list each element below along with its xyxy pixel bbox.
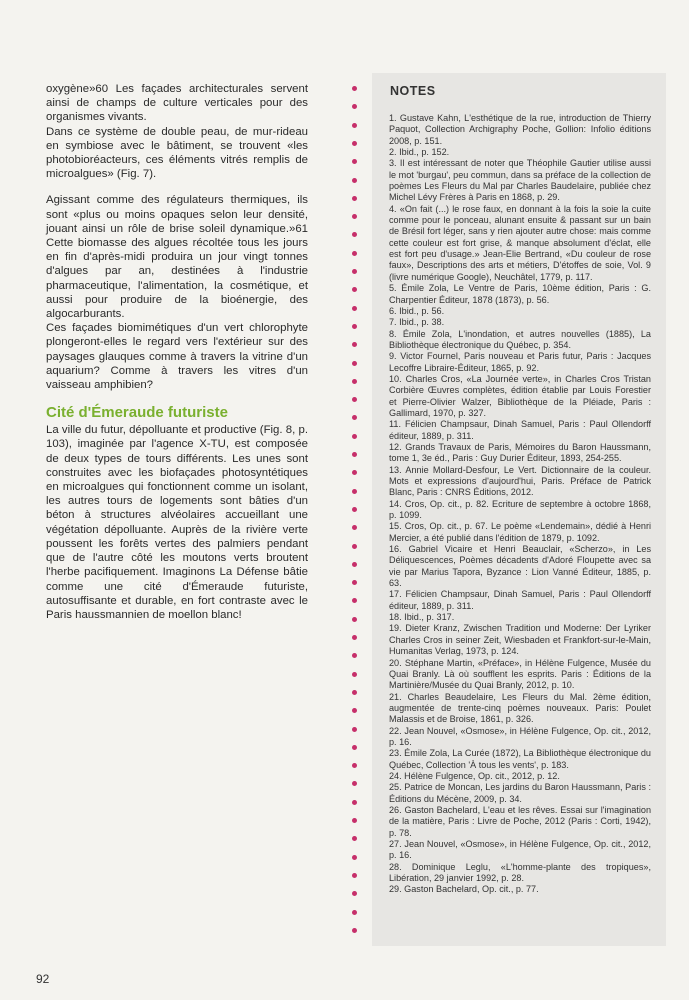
divider-dot (352, 452, 357, 457)
note-item: 9. Victor Fournel, Paris nouveau et Paris futur, Paris : Jacques Lecoffre Libraire-Éditeur, 1865, p. 92. (389, 351, 651, 373)
divider-dot (352, 415, 357, 420)
note-item: 23. Émile Zola, La Curée (1872), La Bibliothèque électronique du Québec, Collection 'À tous les vents', p. 183. (389, 748, 651, 770)
divider-dot (352, 745, 357, 750)
paragraph-3: Agissant comme des régulateurs thermiques, ils sont «plus ou moins opaques selon leur densité, jouant ainsi un rôle de brise soleil dynamique.»61 Cette biomasse des algues récoltée tous les jours en fin d'après-midi produira un jour vingt tonnes d'algues par an, destinées à l'industrie pharmaceutique, l'alimentation, la cosmétique, et aussi pour produire de la bioénergie, des algocarburants. (46, 194, 308, 321)
paragraph-4: Ces façades biomimétiques d'un vert chlorophyte plongeront-elles le regard vers l'extérieur sur des paysages glauques comme à travers la vitrine d'un aquarium? Comme à travers les vitres d'un vaisseau amphibien? (46, 322, 308, 392)
divider-dot (352, 635, 357, 640)
divider-dot (352, 690, 357, 695)
divider-dot (352, 617, 357, 622)
section-heading: Cité d'Émeraude futuriste (46, 404, 228, 422)
divider-dot (352, 251, 357, 256)
note-item: 11. Félicien Champsaur, Dinah Samuel, Paris : Paul Ollendorff éditeur, 1889, p. 311. (389, 419, 651, 441)
divider-dot (352, 306, 357, 311)
divider-dot (352, 928, 357, 933)
note-item: 21. Charles Beaudelaire, Les Fleurs du Mal. 2ème édition, augmentée de trente-cinq poèmes nouveaux. Paris: Poulet Malassis et de Broise, 1861, p. 326. (389, 691, 651, 725)
note-item: 22. Jean Nouvel, «Osmose», in Hélène Fulgence, Op. cit., 2012, p. 16. (389, 725, 651, 747)
divider-dot (352, 781, 357, 786)
divider-dot (352, 269, 357, 274)
divider-dot (352, 562, 357, 567)
divider-dot (352, 214, 357, 219)
note-item: 8. Émile Zola, L'inondation, et autres nouvelles (1885), La Bibliothèque électronique du Québec, p. 354. (389, 328, 651, 350)
divider-dot (352, 855, 357, 860)
divider-dot (352, 891, 357, 896)
divider-dot (352, 836, 357, 841)
divider-dot (352, 525, 357, 530)
divider-dot (352, 287, 357, 292)
section-paragraph: La ville du futur, dépolluante et productive (Fig. 8, p. 103), imaginée par l'agence X-TU, est composée de deux types de tours différents. Les unes sont construites avec les biofaçades photosyntétiques en microalgues qui fonctionnent comme un isolant, les autres tours de logements sont bâties d'un béton à structures alvéolaires accueillant une végétation dépolluante. Auprès de la rivière verte poussent les forêts vertes des palmiers pendant que de l'autre côté les moutons verts broutent l'herbe pacifiquement. Imaginons La Défense bâtie comme une cité d'Émeraude futuriste, autosuffisante et durable, en fort contraste avec le Paris haussmannien de moellon blanc! (46, 424, 308, 621)
divider-dot (352, 434, 357, 439)
divider-dot (352, 159, 357, 164)
divider-dot (352, 672, 357, 677)
divider-dot (352, 86, 357, 91)
note-item: 19. Dieter Kranz, Zwischen Tradition und Moderne: Der Lyriker Charles Cros in seiner Zeit, Wiesbaden et Frankfort-sur-le-Main, Humanitas Verlag, 1973, p. 124. (389, 623, 651, 657)
note-item: 14. Cros, Op. cit., p. 82. Ecriture de septembre à octobre 1868, p. 1099. (389, 498, 651, 521)
note-item: 15. Cros, Op. cit., p. 67. Le poème «Lendemain», dédié à Henri Mercier, a été publié dans l'édition de 1879, p. 1092. (389, 521, 651, 543)
divider-dot (352, 818, 357, 823)
note-item: 6. Ibid., p. 56. (389, 305, 445, 316)
note-item: 18. Ibid., p. 317. (389, 612, 455, 623)
note-item: 7. Ibid., p. 38. (389, 317, 445, 328)
divider-dot (352, 178, 357, 183)
note-item: 1. Gustave Kahn, L'esthétique de la rue, introduction de Thierry Paquot, Collection Archigraphy Poche, Gollion: Infolio éditions 2008, p. 151. (389, 113, 651, 146)
main-text-column (46, 82, 308, 622)
note-item: 2. Ibid., p. 152. (389, 147, 450, 158)
note-item: 16. Gabriel Vicaire et Henri Beauclair, «Scherzo», in Les Déliquescences, Poèmes décadents d'Adoré Floupette avec sa vie par Marius Tapora, Byzance : Lion Vanné Éditeur, 1885, p. 63. (389, 544, 651, 589)
divider-dot (352, 708, 357, 713)
divider-dot (352, 873, 357, 878)
note-item: 10. Charles Cros, «La Journée verte», in Charles Cros Tristan Corbière Œuvres complètes, édition établie par Louis Forestier et Pierre-Olivier Walzer, Bibliothèque de la Pléiade, Paris : Gallimard, 1970, p. 327. (389, 373, 651, 418)
divider-dot (352, 489, 357, 494)
divider-dot (352, 196, 357, 201)
divider-dot (352, 361, 357, 366)
divider-dot (352, 544, 357, 549)
divider-dot (352, 141, 357, 146)
divider-dot (352, 324, 357, 329)
note-item: 20. Stéphane Martin, «Préface», in Hélène Fulgence, Musée du Quai Branly. Là où soufflent les esprits. Paris : Éditions de la Martinière/Musée du Quai Branly, 2012, p. 10. (389, 657, 651, 691)
notes-list (389, 113, 651, 896)
note-item: 17. Félicien Champsaur, Dinah Samuel, Paris : Paul Ollendorff éditeur, 1889, p. 311. (389, 589, 651, 611)
divider-dot (352, 104, 357, 109)
divider-dot (352, 397, 357, 402)
divider-dot (352, 123, 357, 128)
note-item: 26. Gaston Bachelard, L'eau et les rêves. Essai sur l'imagination de la matière, Paris : Livre de Poche, 2012 (Paris : Corti, 1942), p. 78. (389, 804, 651, 838)
note-item: 12. Grands Travaux de Paris, Mémoires du Baron Haussmann, tome 1, 3e éd., Paris : Guy Durier Éditeur, 1893, 254-255. (389, 441, 651, 464)
note-item: 4. «On fait (...) le rose faux, en donnant à la fois la soie la cuite comme pour le ponceau, alunant ensuite & passant sur un bain de Brésil fort léger, sans y rien ajouter autre chose: mais comme cette couleur est fort grise, & manque absolument d'éclat, elle est fort peu d'usage.» Jean-Elie Bertrand, «Du couleur de rose faux», Descriptions des arts et métiers, D'étoffes de soie, Vol. 9 (livre numérique Google), Neuchâtel, 1779, p. 117. (389, 203, 651, 282)
dotted-divider (350, 86, 362, 946)
divider-dot (352, 653, 357, 658)
note-item: 25. Patrice de Moncan, Les jardins du Baron Haussmann, Paris : Éditions du Mécène, 2009, p. 34. (389, 782, 651, 804)
divider-dot (352, 470, 357, 475)
note-item: 13. Annie Mollard-Desfour, Le Vert. Dictionnaire de la couleur. Mots et expressions d'aujourd'hui, Paris. Préface de Patrick Blanc, Paris : CNRS Éditions, 2012. (389, 464, 651, 498)
notes-title: NOTES (390, 84, 436, 98)
divider-dot (352, 342, 357, 347)
note-item: 27. Jean Nouvel, «Osmose», in Hélène Fulgence, Op. cit., 2012, p. 16. (389, 839, 651, 861)
paragraph-1: oxygène»60 Les façades architecturales servent ainsi de champs de culture verticales pour des organismes vivants. (46, 83, 308, 124)
paragraph-2: Dans ce système de double peau, de mur-rideau en symbiose avec le bâtiment, se trouvent «les photobioréacteurs, ces éléments vitrés remplis de microalgues» (Fig. 7). (46, 125, 308, 181)
divider-dot (352, 910, 357, 915)
divider-dot (352, 379, 357, 384)
divider-dot (352, 763, 357, 768)
divider-dot (352, 507, 357, 512)
note-item: 5. Émile Zola, Le Ventre de Paris, 10ème édition, Paris : G. Charpentier Éditeur, 1878 (1873), p. 56. (389, 283, 651, 305)
divider-dot (352, 800, 357, 805)
divider-dot (352, 727, 357, 732)
note-item: 3. Il est intéressant de noter que Théophile Gautier utilise aussi le mot 'burgau', peu commun, dans sa préface de la collection de poèmes Les Fleurs du Mal par Charles Baudelaire, publiée chez Michel Lévy Frères à Paris en 1868, p. 29. (389, 158, 651, 203)
divider-dot (352, 598, 357, 603)
note-item: 28. Dominique Leglu, «L'homme-plante des tropiques», Libération, 29 janvier 1992, p. 28. (389, 861, 651, 884)
page-number: 92 (36, 972, 50, 986)
divider-dot (352, 232, 357, 237)
note-item: 24. Hélène Fulgence, Op. cit., 2012, p. 12. (389, 770, 560, 781)
divider-dot (352, 580, 357, 585)
note-item: 29. Gaston Bachelard, Op. cit., p. 77. (389, 884, 539, 895)
